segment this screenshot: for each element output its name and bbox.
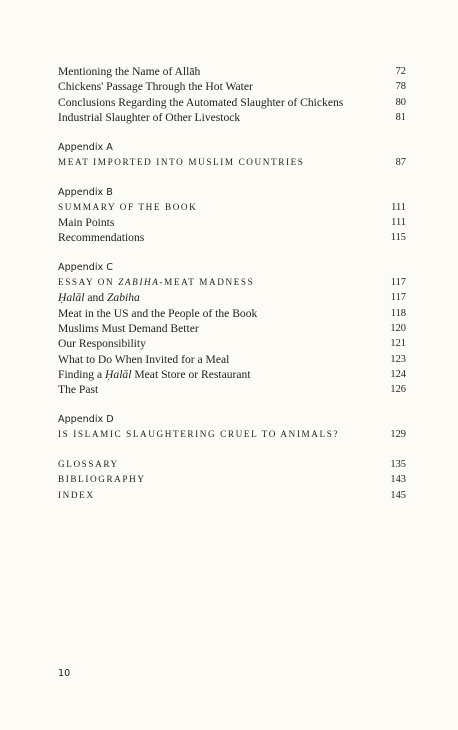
toc-entry-page: 118 (390, 307, 406, 319)
toc-entry-page: 135 (390, 459, 406, 471)
title-part: -MEAT MADNESS (159, 277, 255, 288)
toc-entry-title: GLOSSARY (58, 459, 119, 470)
toc-entry-title: Recommendations (58, 231, 145, 245)
toc-entry (58, 352, 406, 367)
toc-entry-page: 111 (391, 216, 406, 228)
toc-entry-page: 115 (390, 232, 406, 244)
toc-entry-title: IS ISLAMIC SLAUGHTERING CRUEL TO ANIMALS? (58, 429, 340, 440)
title-emphasis: Ḥalāl (105, 367, 132, 381)
table-of-contents (58, 64, 406, 503)
toc-entry-title (58, 275, 254, 290)
toc-entry-title: The Past (58, 383, 99, 397)
title-part: Meat Store or Restaurant (131, 367, 251, 381)
toc-entry-page: 117 (390, 277, 406, 289)
toc-entry-page: 80 (395, 96, 406, 108)
title-part: Finding a (58, 367, 106, 381)
toc-entry (58, 95, 406, 110)
toc-entry-title: What to Do When Invited for a Meal (58, 352, 230, 366)
toc-entry-page: 143 (390, 474, 406, 486)
toc-entry (58, 427, 406, 442)
toc-entry (58, 275, 406, 290)
toc-entry-title: MEAT IMPORTED INTO MUSLIM COUNTRIES (58, 156, 305, 167)
toc-entry-title: Muslims Must Demand Better (58, 322, 199, 336)
toc-entry (58, 306, 406, 321)
toc-entry (58, 79, 406, 94)
toc-entry-title: Mentioning the Name of Allāh (58, 65, 201, 78)
toc-entry (58, 336, 406, 351)
toc-entry-title: Industrial Slaughter of Other Livestock (58, 110, 241, 124)
toc-entry (58, 472, 406, 487)
toc-entry-title: Our Responsibility (58, 337, 146, 351)
toc-entry-page: 123 (390, 353, 406, 365)
toc-entry (58, 488, 406, 503)
toc-entry-page: 145 (390, 489, 406, 501)
title-emphasis: Zabiha (106, 291, 140, 305)
title-part: ESSAY ON (58, 277, 119, 288)
toc-entry (58, 215, 406, 230)
appendix-a-heading: Appendix A (58, 141, 113, 153)
toc-entry-title (58, 367, 251, 382)
toc-entry-title (58, 290, 140, 305)
toc-entry (58, 200, 406, 215)
toc-entry-title: BIBLIOGRAPHY (58, 474, 146, 485)
toc-entry (58, 110, 406, 125)
toc-entry-page: 117 (390, 292, 406, 304)
toc-entry-page: 121 (390, 338, 406, 350)
toc-entry-title: Conclusions Regarding the Automated Slaughter of Chickens (58, 95, 344, 109)
title-emphasis: ZABIHA (118, 277, 160, 288)
toc-entry (58, 457, 406, 472)
appendix-b-heading: Appendix B (58, 186, 113, 198)
toc-entry-title: Main Points (58, 215, 115, 229)
title-emphasis: Ḥalāl (58, 291, 85, 305)
toc-entry-title: Meat in the US and the People of the Book (58, 306, 258, 320)
toc-entry-page: 111 (391, 201, 406, 213)
toc-entry-page: 87 (395, 156, 406, 168)
toc-entry-page: 81 (395, 111, 406, 123)
toc-entry-title: INDEX (58, 489, 95, 500)
toc-entry-page: 129 (390, 429, 406, 441)
toc-entry (58, 290, 406, 305)
toc-entry (58, 64, 406, 79)
toc-entry-title: SUMMARY OF THE BOOK (58, 201, 198, 212)
toc-entry (58, 155, 406, 170)
page-number: 10 (58, 668, 71, 679)
toc-entry (58, 382, 406, 397)
toc-entry (58, 367, 406, 382)
toc-entry (58, 321, 406, 336)
appendix-d-heading: Appendix D (58, 414, 114, 426)
toc-entry-page: 126 (390, 384, 406, 396)
toc-entry (58, 230, 406, 245)
title-part: and (84, 291, 107, 305)
toc-entry-page: 78 (395, 81, 406, 93)
toc-entry-page: 120 (390, 323, 406, 335)
toc-entry-title: Chickens' Passage Through the Hot Water (58, 80, 253, 94)
toc-entry-page: 124 (390, 368, 406, 380)
toc-entry-page: 72 (395, 66, 406, 77)
appendix-c-heading: Appendix C (58, 262, 113, 274)
